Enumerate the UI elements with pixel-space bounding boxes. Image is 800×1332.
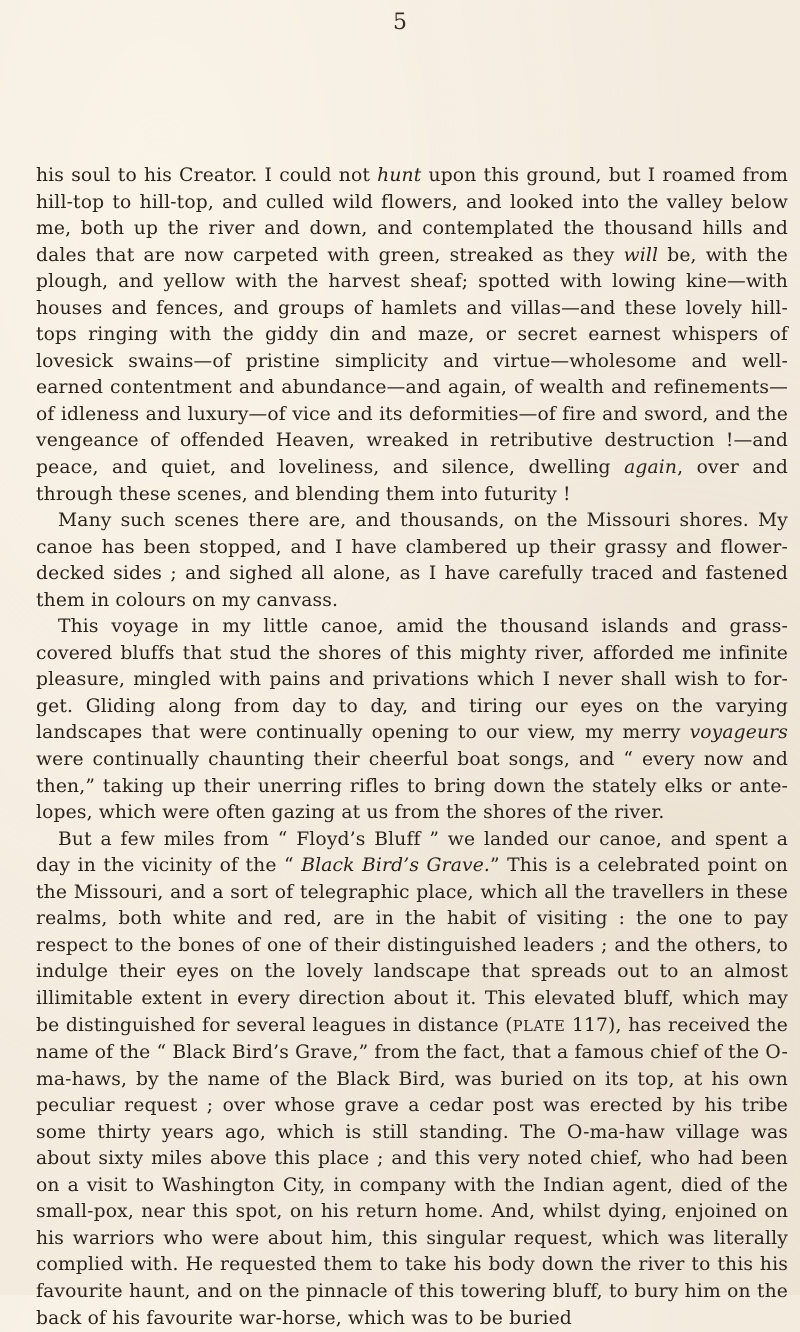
text-run: 117), has received the name of the “ Black Bird’s Grave,” from the fact, that a famous chief of the O-ma-haws, by the name of the Black Bird, was buried on its top, at his own peculiar request ; over whose grave a cedar post was erected by his tribe some thirty years ago, which is still standing. The O-ma-haw village was about sixty miles above this place ; and this very noted chief, who had been on a visit to Washington City, in company with the Indian agent, died of the small-pox, near this spot, on his return home. And, whilst dying, enjoined on his warriors who were about him, this singular request, which was literally complied with. He requested them to take his body down the river to this his favourite haunt, and on the pinnacle of this towering bluff, to bury him on the back of his favourite war-horse, which was to be buried xyxy=(36,1014,788,1329)
page-number: 5 xyxy=(393,10,407,35)
text-run: be, with the plough, and yellow with the harvest sheaf; spotted with lowing kine—with houses and fences, and groups of hamlets and villas—and these lovely hill-tops ringing with the giddy din and maze, or secret earnest whispers of lovesick swains—of pristine simplicity and virtue—wholesome and well-earned contentment and abundance—and again, of wealth and refinements—of idleness and luxury—of vice and its deformities—of fire and sword, and the vengeance of offended Heaven, wreaked in retributive destruction !—and peace, and quiet, and loveliness, and silence, dwelling xyxy=(36,244,789,479)
small-caps-text: PLATE xyxy=(512,1017,566,1035)
text-run: his soul to his Creator. I could not xyxy=(36,165,378,186)
body-text xyxy=(36,163,788,1332)
italic-text: voyageurs xyxy=(689,722,788,744)
text-run: upon this ground, but I roamed from hill-top to hill-top, and culled wild flowers, and looked into the valley below me, both up the river and down, and contemplated the thousand hills and dales that are now carpeted with green, streaked as they xyxy=(36,165,788,266)
paragraph-3 xyxy=(36,614,788,826)
text-run: Many such scenes there are, and thousands, on the Missouri shores. My canoe has been stopped, and I have clambered up their grassy and flower-decked sides ; and sighed all alone, as I have carefully traced and fastened them in colours on my canvass. xyxy=(36,510,788,611)
paragraph-4 xyxy=(36,827,788,1332)
text-run: This voyage in my little canoe, amid the thousand islands and grass-covered bluffs that stud the shores of this mighty river, afforded me infinite pleasure, mingled with pains and privations which I never shall wish to for-get. Gliding along from day to day, and tiring our eyes on the varying landscapes that were continually opening to our view, my merry xyxy=(36,616,788,744)
italic-text: again xyxy=(624,457,678,479)
paragraph-2 xyxy=(36,508,788,614)
italic-text: hunt xyxy=(377,165,422,186)
italic-text: Black Bird’s Grave. xyxy=(301,855,490,877)
text-run: ” This is a celebrated point on the Missouri, and a sort of telegraphic place, which all the travellers in these realms, both white and red, are in the habit of visiting : the one to pay respect to the bones of one of their distinguished leaders ; and the others, to indulge their eyes on the lovely landscape that spreads out to an almost illimitable extent in every direction about it. This elevated bluff, which may be distinguished for several leagues in distance ( xyxy=(36,855,788,1036)
text-run: were continually chaunting their cheerful boat songs, and “ every now and then,” taking up their unerring rifles to bring down the stately elks or ante-lopes, which were often gazing at us from the shores of the river. xyxy=(36,749,788,824)
italic-text: will xyxy=(623,244,659,266)
text-run: But a few miles from “ Floyd’s Bluff ” we landed our canoe, and spent a day in the vicinity of the “ xyxy=(36,828,788,877)
paragraph-1 xyxy=(36,163,788,508)
text-run: , over and through these scenes, and blending them into futurity ! xyxy=(36,457,788,505)
